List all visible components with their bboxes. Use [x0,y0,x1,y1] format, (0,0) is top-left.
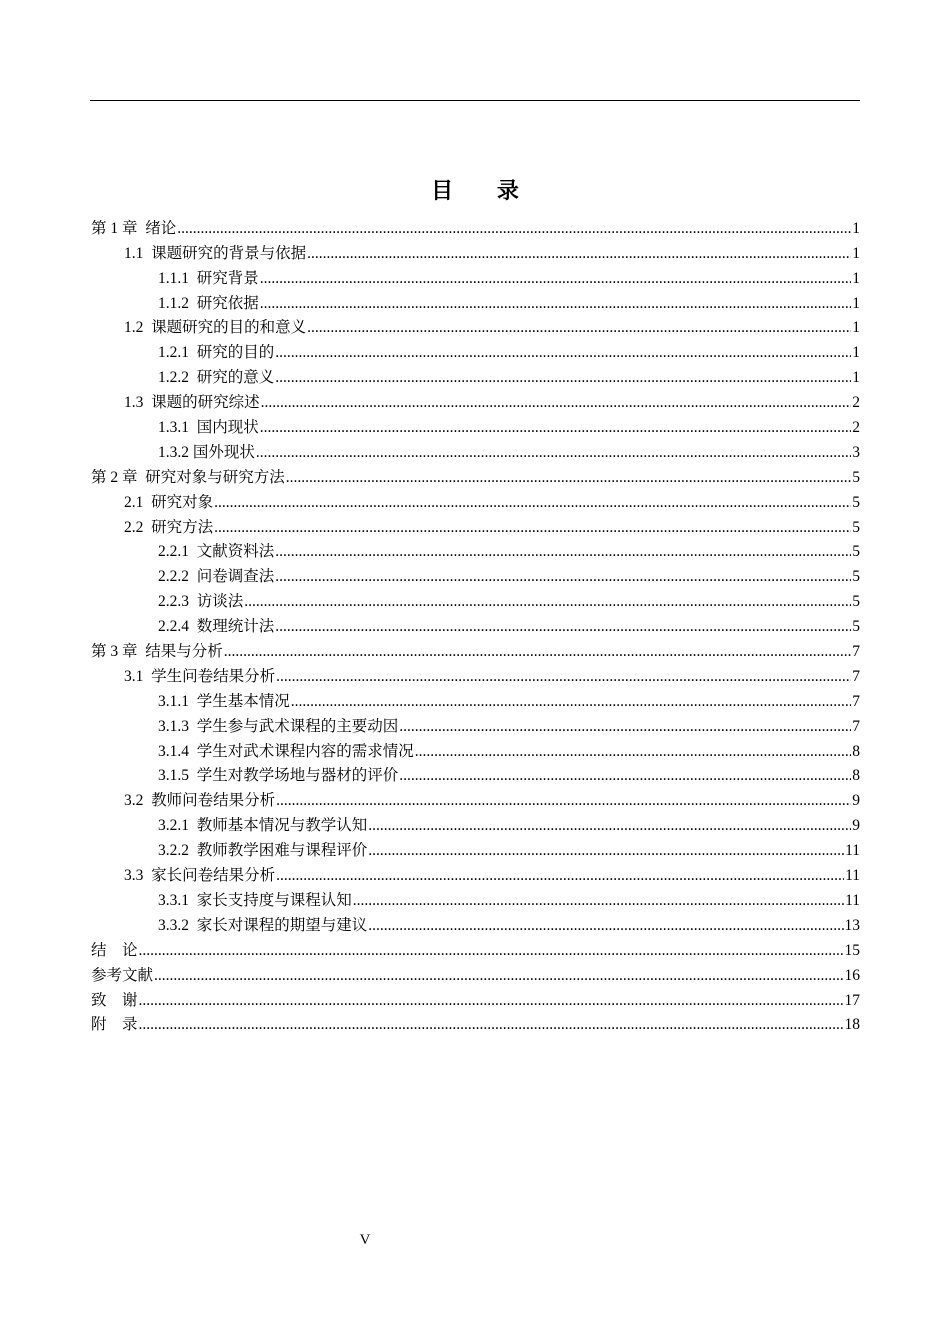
page-number: V [359,1232,371,1248]
toc-dot-leader [286,468,851,488]
toc-entry-page: 16 [844,966,860,984]
toc-entry-title: 研究方法 [151,518,214,536]
toc-entry-title: 学生对教学场地与器材的评价 [196,767,399,785]
toc-entry-number: 1.1.2 [158,294,197,312]
toc-entry-title: 绪论 [145,219,177,237]
toc-entry-title: 致 谢 [91,991,138,1009]
toc-entry-page: 5 [852,493,860,511]
toc-entry-number: 1.2.2 [158,369,197,387]
toc-dot-leader [276,667,851,687]
toc-entry-page: 3 [852,443,860,461]
toc-entry-number: 1.3.2 [158,443,193,461]
toc-entry-number: 3.1.4 [158,742,197,760]
toc-entry[interactable] [91,513,860,538]
toc-entry-page: 13 [844,916,860,934]
toc-entry[interactable] [91,762,860,787]
toc-entry-number: 3.3 [124,867,152,885]
toc-dot-leader [139,991,844,1011]
toc-entry-page: 5 [852,518,860,536]
toc-dot-leader [260,269,851,289]
toc-dot-leader [177,219,851,239]
toc-entry-title: 数理统计法 [196,618,275,636]
toc-entry-number: 2.2.1 [158,543,197,561]
toc-entry-page: 11 [845,891,860,909]
toc-entry[interactable] [91,936,860,961]
toc-entry-title: 访谈法 [196,593,244,611]
toc-dot-leader [244,592,851,612]
toc-entry-number: 2.2.3 [158,593,197,611]
toc-entry-page: 11 [845,867,860,885]
toc-dot-leader [276,866,844,886]
toc-entry-page: 2 [852,394,860,412]
toc-title: 目 录 [431,179,537,204]
toc-entry-page: 5 [852,468,860,486]
toc-entry-number: 3.1.3 [158,717,197,735]
toc-entry-number: 3.2.2 [158,842,197,860]
toc-entry-title: 教师基本情况与教学认知 [196,817,368,835]
toc-entry[interactable] [91,388,860,413]
toc-entry-title: 研究对象 [151,493,214,511]
toc-entry[interactable] [91,538,860,563]
toc-dot-leader [368,916,843,936]
toc-entry[interactable] [91,438,860,463]
toc-entry-title: 附 录 [91,1016,138,1034]
toc-entry-number: 第 2 章 [91,468,146,486]
toc-entry-page: 7 [852,643,860,661]
toc-entry-number: 1.2.1 [158,344,197,362]
toc-dot-leader [276,791,851,811]
toc-entry-number: 第 1 章 [91,219,146,237]
toc-entry-title: 文献资料法 [196,543,275,561]
toc-entry-title: 结 论 [91,941,138,959]
toc-entry-page: 17 [844,991,860,1009]
toc-entry-page: 5 [852,568,860,586]
toc-dot-leader [275,343,851,363]
toc-entry[interactable] [91,289,860,314]
toc-entry-number: 1.3.1 [158,419,197,437]
toc-dot-leader [260,294,851,314]
toc-entry-number: 1.1 [124,244,152,262]
toc-entry-page: 7 [852,717,860,735]
toc-dot-leader [139,1015,844,1035]
toc-entry-page: 15 [844,941,860,959]
toc-entry[interactable] [91,239,860,264]
toc-dot-leader [307,318,851,338]
toc-entry[interactable] [91,612,860,637]
toc-entry-title: 参考文献 [91,966,154,984]
toc-entry-number: 3.1.5 [158,767,197,785]
toc-entry[interactable] [91,562,860,587]
toc-entry-page: 2 [852,419,860,437]
toc-entry-number: 2.1 [124,493,152,511]
toc-dot-leader [275,368,851,388]
toc-entry-title: 课题研究的背景与依据 [151,244,307,262]
header-rule [90,100,860,101]
toc-entry[interactable] [91,338,860,363]
toc-entry-number: 2.2.2 [158,568,197,586]
toc-entry[interactable] [91,911,860,936]
toc-entry-page: 5 [852,618,860,636]
toc-entry-page: 9 [852,817,860,835]
toc-entry-page: 8 [852,767,860,785]
toc-dot-leader [224,642,851,662]
toc-entry[interactable] [91,314,860,339]
toc-entry-title: 家长问卷结果分析 [151,867,276,885]
toc-entry-page: 1 [852,219,860,237]
toc-entry[interactable] [91,662,860,687]
toc-dot-leader [139,941,844,961]
toc-entry-page: 1 [852,344,860,362]
toc-entry-number: 3.3.2 [158,916,197,934]
toc-entry-page: 9 [852,792,860,810]
toc-dot-leader [307,244,851,264]
toc-entry-page: 8 [852,742,860,760]
toc-entry[interactable] [91,637,860,662]
toc-entry[interactable] [91,214,860,239]
toc-entry-title: 问卷调查法 [196,568,275,586]
toc-entry-number: 2.2 [124,518,152,536]
toc-entry[interactable] [91,712,860,737]
toc-entry-number: 3.2 [124,792,152,810]
toc-dot-leader [154,966,843,986]
toc-entry[interactable] [91,413,860,438]
toc-entry-title: 研究背景 [196,269,259,287]
toc-entry-title: 学生基本情况 [196,692,290,710]
toc-entry-number: 2.2.4 [158,618,197,636]
toc-dot-leader [260,418,851,438]
toc-entry-page: 11 [845,842,860,860]
toc-entry-title: 国内现状 [196,419,259,437]
toc-entry-page: 1 [852,369,860,387]
toc-entry-title: 学生参与武术课程的主要动因 [196,717,399,735]
toc-entry[interactable] [91,264,860,289]
toc-entry-number: 3.1 [124,667,152,685]
toc-dot-leader [353,891,844,911]
toc-entry-page: 18 [844,1016,860,1034]
toc-entry-page: 1 [852,269,860,287]
toc-entry-title: 研究对象与研究方法 [145,468,285,486]
toc-dot-leader [399,766,851,786]
toc-dot-leader [399,717,851,737]
toc-entry-page: 5 [852,593,860,611]
toc-entry-title: 结果与分析 [145,643,223,661]
toc-entry[interactable] [91,463,860,488]
toc-entry-title: 教师教学困难与课程评价 [196,842,368,860]
toc-entry-title: 研究的目的 [196,344,275,362]
toc-entry[interactable] [91,1011,860,1036]
toc-dot-leader [256,443,851,463]
toc-entry-title: 研究依据 [196,294,259,312]
toc-entry[interactable] [91,488,860,513]
toc-entry-title: 家长支持度与课程认知 [196,891,352,909]
toc-entry[interactable] [91,587,860,612]
toc-entry[interactable] [91,961,860,986]
toc-entry-number: 1.2 [124,319,152,337]
toc-entry-title: 家长对课程的期望与建议 [196,916,368,934]
toc-entry-number: 1.1.1 [158,269,197,287]
toc-entry-title: 课题研究的目的和意义 [151,319,307,337]
toc-dot-leader [275,567,851,587]
toc-dot-leader [415,742,851,762]
toc-entry-number: 1.3 [124,394,152,412]
toc-entry-number: 3.3.1 [158,891,197,909]
toc-entry-number: 3.1.1 [158,692,197,710]
toc-entry-title: 学生对武术课程内容的需求情况 [196,742,414,760]
toc-entry[interactable] [91,786,860,811]
toc-entry-page: 1 [852,244,860,262]
toc-entry-title: 国外现状 [192,443,255,461]
toc-entry-title: 教师问卷结果分析 [151,792,276,810]
toc-entry-title: 研究的意义 [196,369,275,387]
toc-entry-page: 1 [852,294,860,312]
toc-entry-page: 7 [852,692,860,710]
toc-dot-leader [275,617,851,637]
toc-entry[interactable] [91,886,860,911]
toc-entry[interactable] [91,687,860,712]
toc-entry[interactable] [91,836,860,861]
toc-entry[interactable] [91,363,860,388]
toc-entry[interactable] [91,861,860,886]
toc-entry[interactable] [91,811,860,836]
toc-dot-leader [214,493,851,513]
table-of-contents [91,214,860,1035]
toc-dot-leader [291,692,851,712]
toc-entry-number: 第 3 章 [91,643,146,661]
toc-dot-leader [214,518,851,538]
toc-entry[interactable] [91,737,860,762]
toc-entry-number: 3.2.1 [158,817,197,835]
toc-entry-title: 课题的研究综述 [151,394,260,412]
toc-dot-leader [368,816,851,836]
toc-entry[interactable] [91,986,860,1011]
toc-dot-leader [261,393,852,413]
toc-entry-page: 7 [852,667,860,685]
toc-dot-leader [368,841,844,861]
toc-dot-leader [275,542,851,562]
toc-entry-title: 学生问卷结果分析 [151,667,276,685]
toc-entry-page: 1 [852,319,860,337]
toc-entry-page: 5 [852,543,860,561]
